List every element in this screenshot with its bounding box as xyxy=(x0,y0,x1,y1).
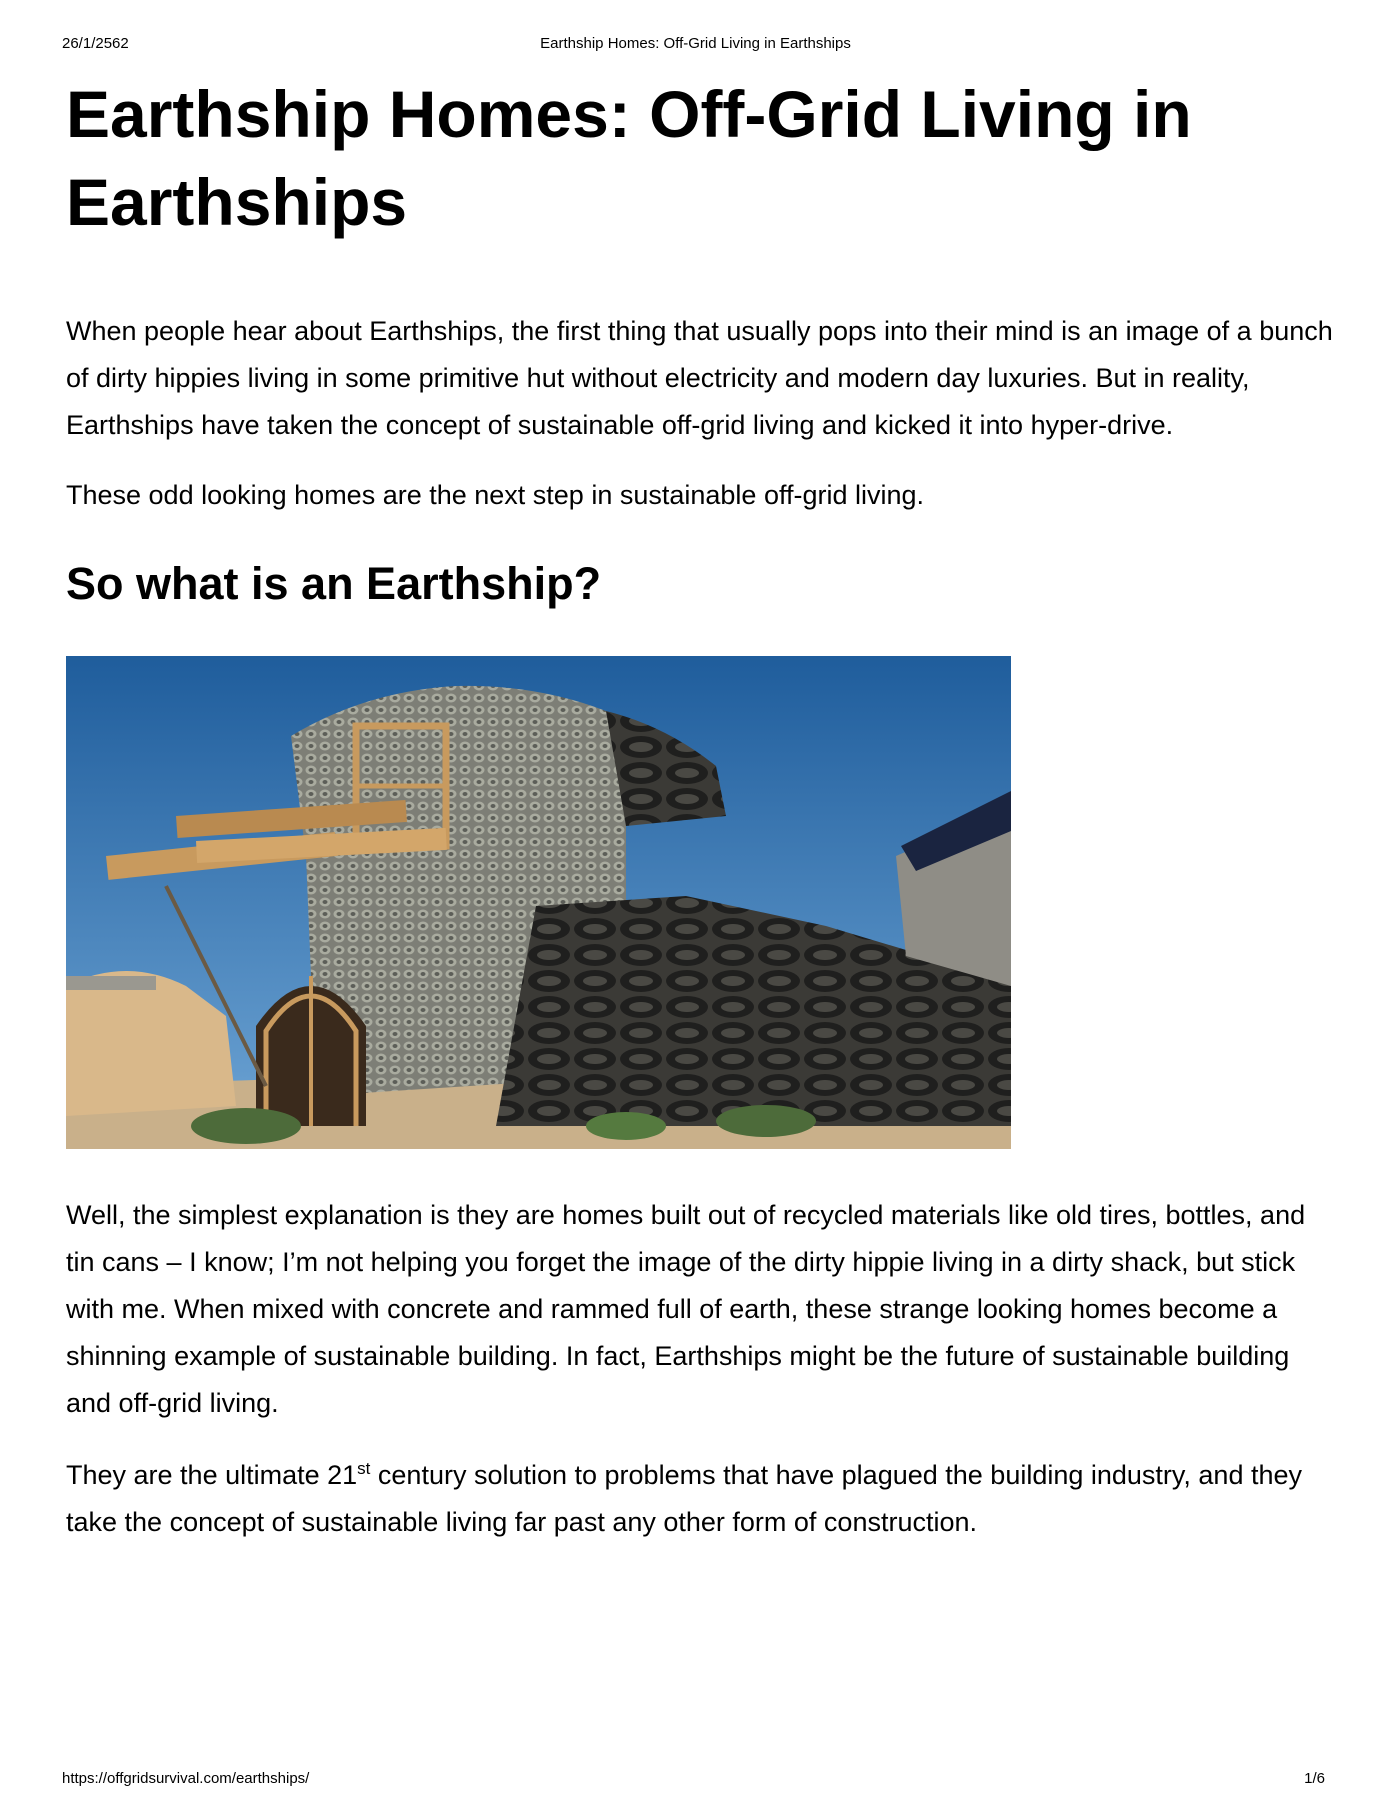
section-paragraph-2 xyxy=(66,1452,1336,1546)
shrub xyxy=(191,1108,301,1144)
section-heading: So what is an Earthship? xyxy=(66,558,602,609)
print-date: 26/1/2562 xyxy=(62,35,129,52)
paragraph-text-after: century solution to problems that have plagued the building industry, and they take the concept of sustainable living far past any other form of construction. xyxy=(66,1460,1302,1537)
article xyxy=(66,70,1336,1546)
intro-paragraph-2: These odd looking homes are the next step in sustainable off-grid living. xyxy=(66,480,925,510)
print-header xyxy=(0,34,1391,54)
print-page-number: 1/6 xyxy=(1304,1770,1325,1787)
print-footer xyxy=(0,1769,1391,1789)
shrub xyxy=(716,1105,816,1137)
ordinal-suffix: st xyxy=(357,1459,371,1478)
intro-paragraph-1: When people hear about Earthships, the first thing that usually pops into their mind is an image of a bunch of dirty hippies living in some primitive hut without electricity and modern day luxuries. But in reality, Earthships have taken the concept of sustainable off-grid living and kicked it into hyper-drive. xyxy=(66,316,1333,440)
print-page-title: Earthship Homes: Off-Grid Living in Earthships xyxy=(540,35,851,52)
shrub xyxy=(586,1112,666,1140)
print-url: https://offgridsurvival.com/earthships/ xyxy=(62,1770,310,1787)
article-title: Earthship Homes: Off-Grid Living in Earthships xyxy=(66,77,1192,239)
paragraph-text-before: They are the ultimate 21 xyxy=(66,1460,358,1490)
section-paragraph-1: Well, the simplest explanation is they are homes built out of recycled materials like old tires, bottles, and tin cans – I know; I’m not helping you forget the image of the dirty hippie living in a dirty shack, but stick with me. When mixed with concrete and rammed full of earth, these strange looking homes become a shinning example of sustainable building. In fact, Earthships might be the future of sustainable building and off-grid living. xyxy=(66,1200,1306,1418)
earthship-photo xyxy=(66,656,1011,1149)
